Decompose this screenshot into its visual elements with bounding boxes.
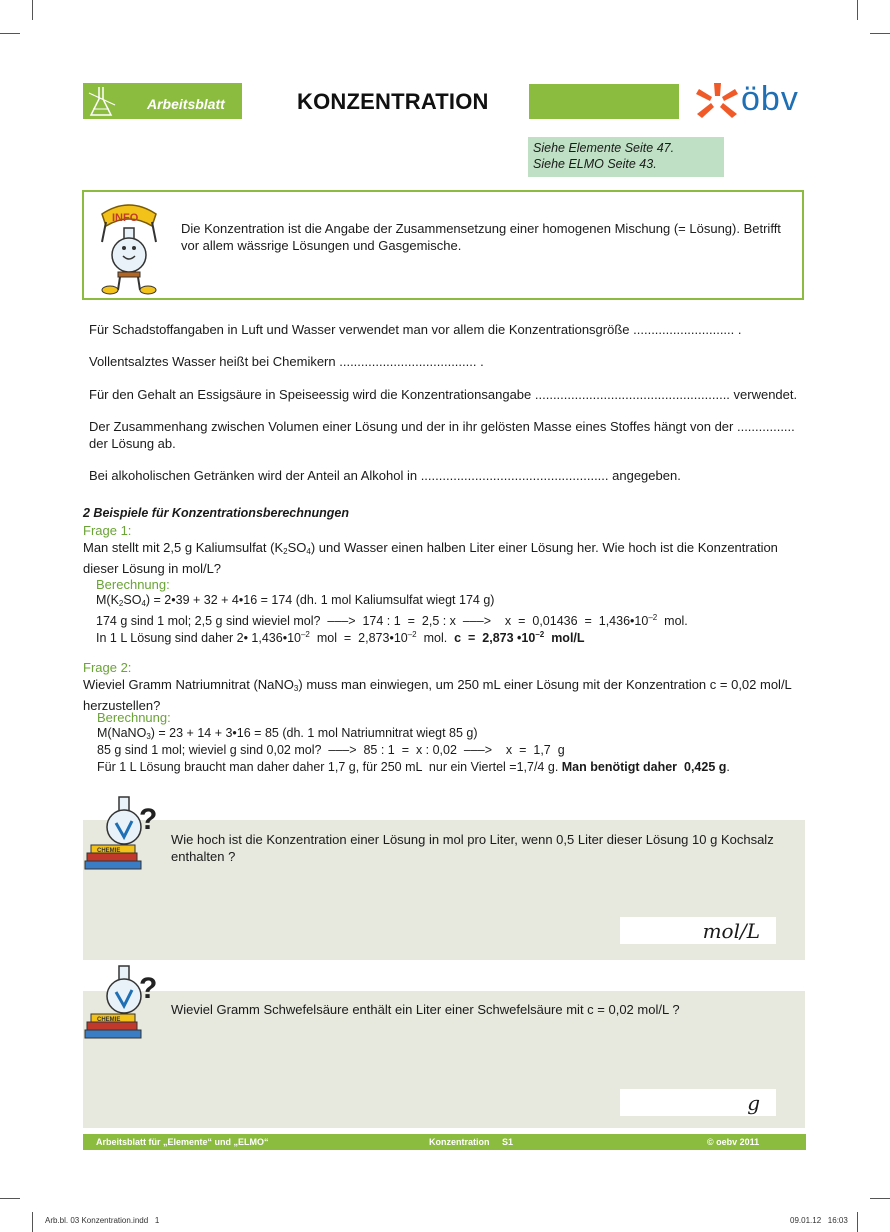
- cloze-sentence: Für den Gehalt an Essigsäure in Speiseessig wird die Konzentrationsangabe ...................................................... verwendet.: [89, 387, 798, 402]
- task-question: Wie hoch ist die Konzentration einer Lösung in mol pro Liter, wenn 0,5 Liter dieser Lösung 10 g Kochsalz enthalten ?: [171, 832, 774, 864]
- task-box: [83, 820, 805, 960]
- answer-field[interactable]: [620, 917, 776, 944]
- worksheet-tag-label: Arbeitsblatt: [147, 96, 225, 112]
- answer-unit: g: [747, 1091, 760, 1115]
- logo-text: öbv: [741, 80, 799, 118]
- worksheet-tag: [83, 83, 242, 119]
- task-question: Wieviel Gramm Schwefelsäure enthält ein Liter einer Schwefelsäure mit c = 0,02 mol/L ?: [171, 1002, 680, 1017]
- crop-mark: [0, 1198, 20, 1199]
- flask-icon: [87, 85, 117, 119]
- info-box: [82, 190, 804, 300]
- oebv-logo-icon: [694, 80, 740, 122]
- question-mascot-icon: [83, 962, 165, 1042]
- crop-mark: [857, 0, 858, 20]
- answer-field[interactable]: [620, 1089, 776, 1116]
- reference-line: Siehe ELMO Seite 43.: [533, 157, 657, 171]
- question-1-label: Frage 1:: [83, 523, 132, 538]
- calculation-line: 174 g sind 1 mol; 2,5 g sind wieviel mol? –––> 174 : 1 = 2,5 : x –––> $x = 0,01436 = 1,436•10^{-2}$ mol.: [96, 613, 688, 628]
- footer-center: Konzentration S1: [429, 1137, 514, 1147]
- crop-mark: [870, 33, 890, 34]
- crop-mark: [32, 0, 33, 20]
- calculation-line: In 1 L Lösung sind daher 2• $1,436•10^{-2}$ mol = $2,873•10^{-2}$ mol. c = 2,873 $•10^{-2}$ mol/L: [96, 630, 585, 645]
- question-2-label: Frage 2:: [83, 660, 132, 675]
- book-label: CHEMIE: [97, 848, 121, 854]
- calculation-label: Berechnung:: [97, 710, 171, 725]
- svg-text:?: ?: [139, 972, 158, 1005]
- answer-unit: mol/L: [702, 919, 760, 943]
- page-title: KONZENTRATION: [297, 89, 489, 114]
- svg-text:?: ?: [139, 803, 158, 836]
- question-mascot-icon: [83, 793, 165, 873]
- info-text: Die Konzentration ist die Angabe der Zusammensetzung einer homogenen Mischung (= Lösung). Betrifft vor allem wässrige Lösungen und Gasgemische.: [181, 221, 781, 253]
- cloze-sentence: Der Zusammenhang zwischen Volumen einer Lösung und der in ihr gelösten Masse eines Stoffes hängt von der ................ der Lösung ab.: [89, 419, 795, 451]
- calculation-line: M(NaNO$_3$) = 23 + 14 + 3•16 = 85 (dh. 1 mol Natriumnitrat wiegt 85 g): [97, 726, 478, 741]
- page-footer: [83, 1134, 806, 1150]
- reference-line: Siehe Elemente Seite 47.: [533, 141, 675, 155]
- print-slug-file: Arb.bl. 03 Konzentration.indd 1: [45, 1216, 160, 1225]
- footer-left: Arbeitsblatt für „Elemente“ und „ELMO“: [96, 1137, 269, 1147]
- cloze-sentence: Bei alkoholischen Getränken wird der Anteil an Alkohol in .................................................... angegeben.: [89, 468, 681, 483]
- print-slug-date: 09.01.12 16:03: [790, 1216, 848, 1225]
- crop-mark: [870, 1198, 890, 1199]
- crop-mark: [32, 1212, 33, 1232]
- cloze-sentence: Vollentsalztes Wasser heißt bei Chemikern ...................................... .: [89, 354, 484, 369]
- task-box: [83, 991, 805, 1128]
- cloze-sentence: Für Schadstoffangaben in Luft und Wasser verwendet man vor allem die Konzentrationsgröße ............................ .: [89, 322, 742, 337]
- crop-mark: [0, 33, 20, 34]
- info-mascot-icon: [96, 198, 162, 296]
- question-1-text: Man stellt mit 2,5 g Kaliumsulfat $(K_2SO_4)$ und Wasser einen halben Liter einer Lösung her. Wie hoch ist die Konzentration dieser Lösung in mol/L?: [83, 540, 778, 576]
- question-2-text: Wieviel Gramm Natriumnitrat (NaNO$_3$) muss man einwiegen, um 250 mL einer Lösung mit der Konzentration c = 0,02 mol/L herzustellen?: [83, 677, 792, 713]
- calculation-line: Für 1 L Lösung braucht man daher daher 1,7 g, für 250 mL nur ein Viertel =1,7/4 g. Man benötigt daher 0,425 g.: [97, 760, 730, 774]
- reference-box: [528, 137, 724, 177]
- footer-right: © oebv 2011: [707, 1137, 760, 1147]
- calculation-line: $M(K_2SO_4)$ = 2•39 + 32 + 4•16 = 174 (dh. 1 mol Kaliumsulfat wiegt 174 g): [96, 593, 495, 608]
- header-accent-bar: [529, 84, 679, 119]
- crop-mark: [857, 1212, 858, 1232]
- calculation-label: Berechnung:: [96, 577, 170, 592]
- examples-heading: 2 Beispiele für Konzentrationsberechnungen: [83, 506, 350, 520]
- info-badge-text: INFO: [112, 212, 139, 224]
- calculation-line: 85 g sind 1 mol; wieviel g sind 0,02 mol? –––> 85 : 1 = x : 0,02 –––> x = 1,7 g: [97, 743, 565, 757]
- book-label: CHEMIE: [97, 1017, 121, 1023]
